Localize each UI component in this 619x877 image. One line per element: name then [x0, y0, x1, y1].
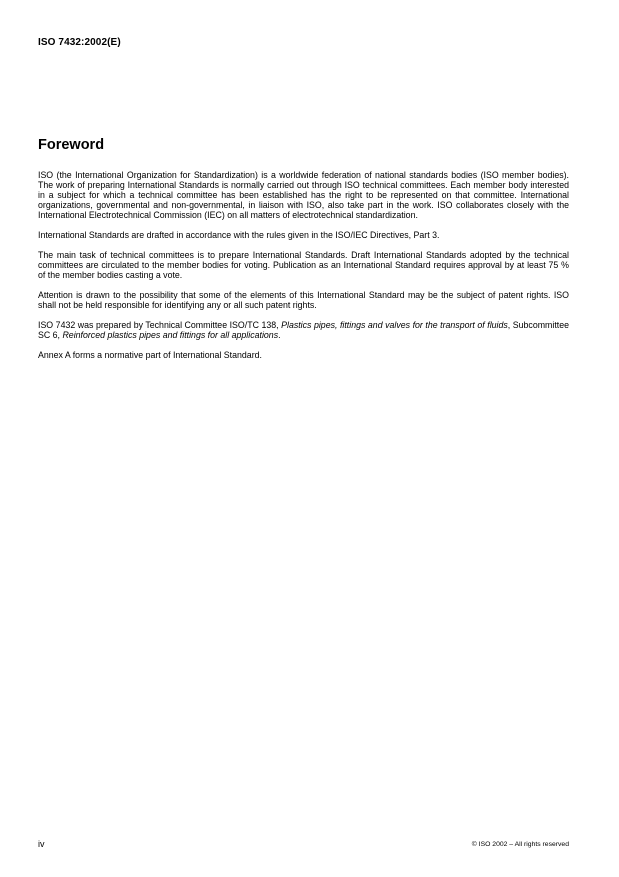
document-id: ISO 7432:2002(E)	[38, 37, 121, 48]
subcommittee-title: Reinforced plastics pipes and fittings for all applications	[62, 330, 279, 340]
page-number: iv	[38, 839, 45, 849]
paragraph-1: ISO (the International Organization for Standardization) is a worldwide federation of national standards bodies (ISO member bodies). The work of preparing International Standards is normally carried out through ISO technical committees. Each member body interested in a subject for which a technical committee has been established has the right to be represented on that committee. International organizations, governmental and non-governmental, in liaison with ISO, also take part in the work. ISO collaborates closely with the International Electrotechnical Commission (IEC) on all matters of electrotechnical standardization.	[38, 170, 569, 220]
paragraph-5-text-2: , Subcommittee SC 6,	[38, 320, 569, 340]
paragraph-6: Annex A forms a normative part of International Standard.	[38, 350, 262, 360]
committee-title: Plastics pipes, fittings and valves for the transport of fluids	[281, 320, 508, 330]
copyright-notice: © ISO 2002 – All rights reserved	[471, 841, 569, 848]
paragraph-3: The main task of technical committees is to prepare International Standards. Draft International Standards adopted by the technical committees are circulated to the member bodies for voting. Publication as an International Standard requires approval by at least 75 % of the member bodies casting a vote.	[38, 250, 569, 280]
paragraph-4: Attention is drawn to the possibility that some of the elements of this International Standard may be the subject of patent rights. ISO shall not be held responsible for identifying any or all such patent rights.	[38, 290, 569, 310]
paragraph-5	[38, 320, 569, 340]
foreword-body	[38, 170, 569, 370]
paragraph-2: International Standards are drafted in accordance with the rules given in the ISO/IEC Directives, Part 3.	[38, 230, 440, 240]
section-title: Foreword	[38, 137, 105, 153]
paragraph-5-text-3: .	[278, 330, 281, 340]
paragraph-5-text-1: ISO 7432 was prepared by Technical Committee ISO/TC 138,	[38, 320, 282, 330]
